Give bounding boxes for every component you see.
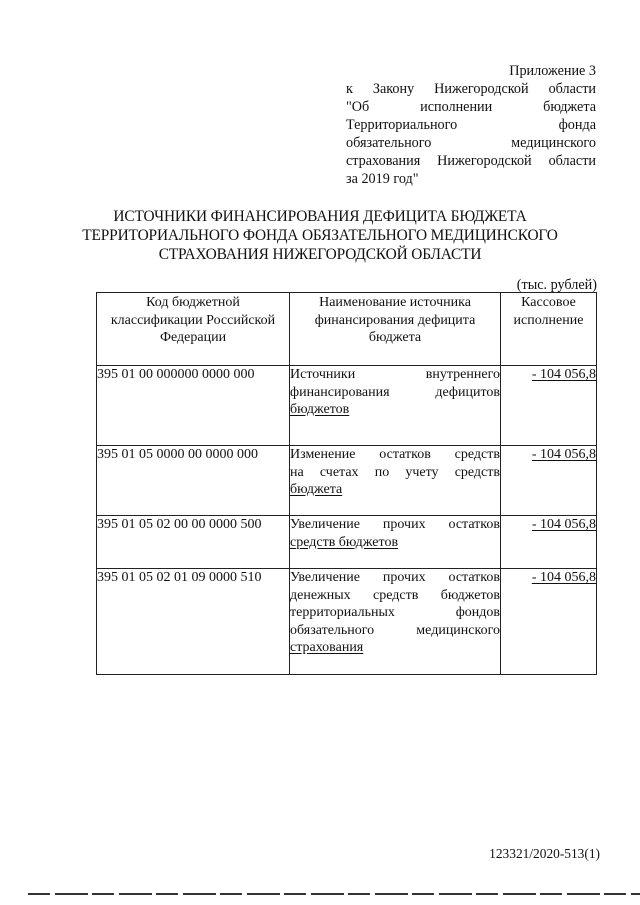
row-amount — [501, 366, 597, 446]
name-line: средств бюджетов — [290, 534, 399, 550]
amount-value: - 104 056,8 — [531, 517, 596, 532]
table-row — [97, 446, 597, 516]
scan-edge-line — [28, 893, 640, 895]
name-line: страхования — [290, 640, 364, 655]
header-name — [290, 293, 501, 366]
name-line: бюджетов — [290, 402, 350, 417]
appendix-line: обязательного медицинского — [346, 135, 596, 151]
header-line: бюджета — [368, 330, 422, 345]
row-code: 395 01 05 02 00 00 0000 500 — [97, 516, 290, 569]
document-number: 123321/2020-513(1) — [489, 846, 600, 861]
title-line: ТЕРРИТОРИАЛЬНОГО ФОНДА ОБЯЗАТЕЛЬНОГО МЕДИЦИНСКОГО — [82, 227, 558, 244]
table-header-row — [97, 293, 597, 366]
appendix-line: к Закону Нижегородской области — [346, 81, 596, 97]
amount-value: - 104 056,8 — [531, 447, 596, 462]
name-line: финансирования дефицитов — [290, 384, 500, 400]
row-code: 395 01 05 0000 00 0000 000 — [97, 446, 290, 516]
row-name — [290, 516, 501, 569]
row-amount — [501, 446, 597, 516]
units-label: (тыс. рублей) — [516, 277, 597, 293]
row-name — [290, 569, 501, 675]
name-line: денежных средств бюджетов — [290, 587, 500, 603]
header-line: финансирования дефицита — [314, 312, 476, 328]
table-row — [97, 569, 597, 675]
table-row — [97, 516, 597, 569]
table-row — [97, 366, 597, 446]
appendix-block — [346, 62, 596, 188]
appendix-line: "Об исполнении бюджета — [346, 99, 596, 115]
row-amount — [501, 516, 597, 569]
title-line: СТРАХОВАНИЯ НИЖЕГОРОДСКОЙ ОБЛАСТИ — [158, 246, 482, 263]
appendix-line: страхования Нижегородской области — [346, 153, 596, 169]
amount-value: - 104 056,8 — [531, 570, 596, 585]
header-amount — [501, 293, 597, 366]
header-code — [97, 293, 290, 366]
appendix-line: Территориального фонда — [346, 117, 596, 133]
document-title — [60, 207, 580, 264]
row-amount — [501, 569, 597, 675]
row-name — [290, 366, 501, 446]
financing-table — [96, 292, 597, 675]
name-line: на счетах по учету средств — [290, 464, 500, 480]
name-line: обязательного медицинского — [290, 622, 500, 638]
row-name — [290, 446, 501, 516]
name-line: Увеличение прочих остатков — [290, 517, 500, 532]
appendix-line: Приложение 3 — [509, 63, 596, 79]
amount-value: - 104 056,8 — [531, 367, 596, 382]
appendix-line: за 2019 год" — [346, 171, 419, 187]
header-line: Кассовое — [521, 295, 576, 310]
header-line: исполнение — [513, 312, 584, 328]
title-line: ИСТОЧНИКИ ФИНАНСИРОВАНИЯ ДЕФИЦИТА БЮДЖЕТА — [113, 208, 527, 225]
header-line: классификации Российской — [110, 312, 276, 328]
name-line: бюджета — [290, 482, 343, 497]
header-line: Код бюджетной — [146, 295, 240, 310]
header-line: Наименование источника — [319, 295, 471, 310]
name-line: территориальных фондов — [290, 605, 500, 620]
name-line: Увеличение прочих остатков — [290, 570, 500, 585]
name-line: Изменение остатков средств — [290, 447, 500, 462]
row-code: 395 01 05 02 01 09 0000 510 — [97, 569, 290, 675]
name-line: Источники внутреннего — [290, 367, 500, 382]
row-code: 395 01 00 000000 0000 000 — [97, 366, 290, 446]
header-line: Федерации — [159, 330, 227, 345]
